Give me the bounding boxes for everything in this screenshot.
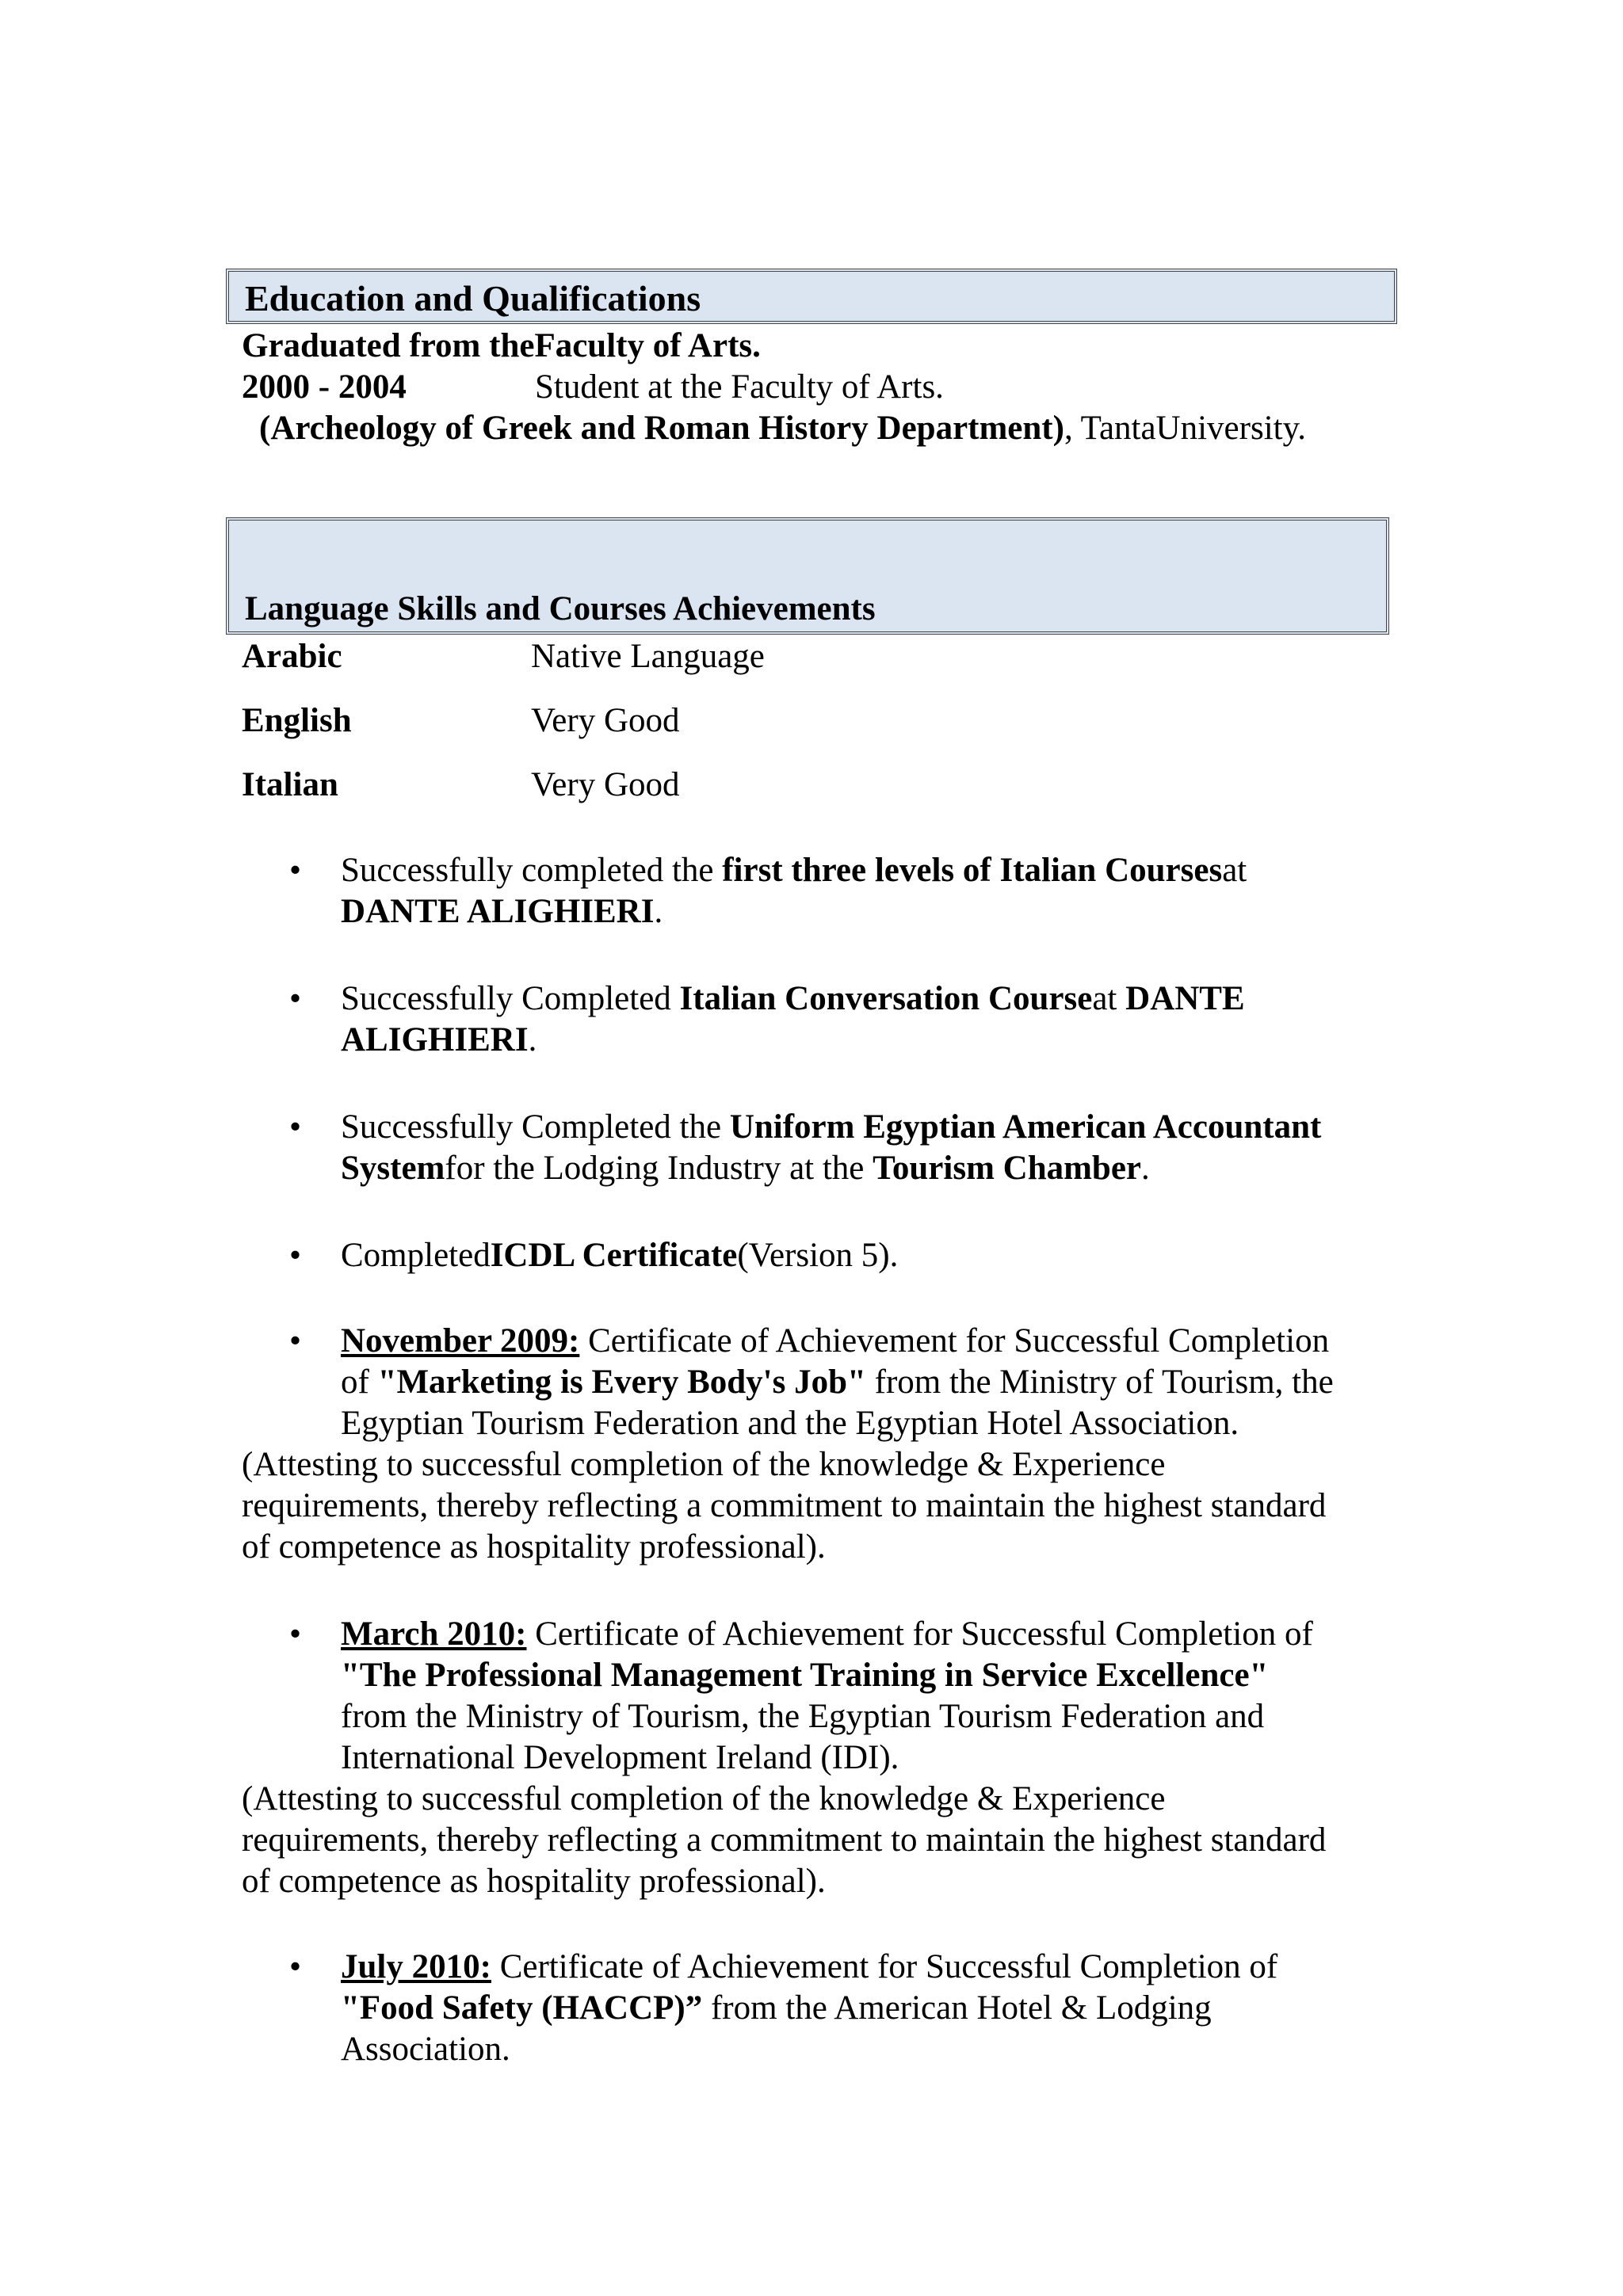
bullet-item-food-safety: July 2010: Certificate of Achievement for Successful Completion of "Food Safety (HACCP)” from the American Hotel & Lodging Association.: [341, 1948, 1278, 2068]
bullet-item-management-training: March 2010: Certificate of Achievement for Successful Completion of "The Professional Management Training in Service Excellence" from the Ministry of Tourism, the Egyptian Tourism Federation and International Development Ireland (IDI).: [341, 1615, 1313, 1776]
education-heading-box: [226, 269, 1397, 324]
language-level: Very Good: [531, 766, 680, 803]
education-department: (Archeology of Greek and Roman History Department): [259, 410, 1064, 447]
bullet-icon: •: [289, 1237, 302, 1274]
bullet-item-accountant-system: Successfully Completed the Uniform Egyptian American Accountant Systemfor the Lodging Industry at the Tourism Chamber.: [341, 1108, 1322, 1187]
languages-heading-box: [226, 517, 1389, 635]
graduated-line: Graduated from theFaculty of Arts.: [242, 327, 761, 364]
bullet-item-marketing: November 2009: Certificate of Achievement for Successful Completion of "Marketing is Every Body's Job" from the Ministry of Tourism, the Egyptian Tourism Federation and the Egyptian Hotel Association.: [341, 1322, 1334, 1442]
attesting-paragraph: (Attesting to successful completion of the knowledge & Experience requirements, thereby reflecting a commitment to maintain the highest standard of competence as hospitality professional).: [242, 1780, 1327, 1900]
bullet-icon: •: [289, 1948, 302, 1985]
bullet-icon: •: [289, 1322, 302, 1360]
education-department-line: [259, 408, 1306, 449]
language-level: Very Good: [531, 702, 680, 739]
bullet-item-conversation-course: Successfully Completed Italian Conversation Courseat DANTE ALIGHIERI.: [341, 980, 1245, 1058]
language-name: Italian: [242, 766, 338, 803]
language-name: English: [242, 702, 352, 739]
bullet-icon: •: [289, 1615, 302, 1653]
bullet-icon: •: [289, 852, 302, 889]
education-university: , TantaUniversity.: [1064, 410, 1307, 447]
bullet-icon: •: [289, 1108, 302, 1146]
education-student: Student at the Faculty of Arts.: [535, 368, 944, 406]
education-years: 2000 - 2004: [242, 368, 407, 406]
bullet-item-icdl: CompletedICDL Certificate(Version 5).: [341, 1237, 899, 1274]
bullet-item-italian-courses: Successfully completed the first three levels of Italian Coursesat DANTE ALIGHIERI.: [341, 852, 1247, 930]
languages-heading: Language Skills and Courses Achievements: [245, 590, 876, 627]
education-years-line: [242, 367, 944, 408]
language-name: Arabic: [242, 638, 342, 675]
language-level: Native Language: [531, 638, 765, 675]
bullet-icon: •: [289, 980, 302, 1017]
education-heading: Education and Qualifications: [245, 278, 701, 318]
attesting-paragraph: (Attesting to successful completion of the knowledge & Experience requirements, thereby reflecting a commitment to maintain the highest standard of competence as hospitality professional).: [242, 1446, 1327, 1566]
